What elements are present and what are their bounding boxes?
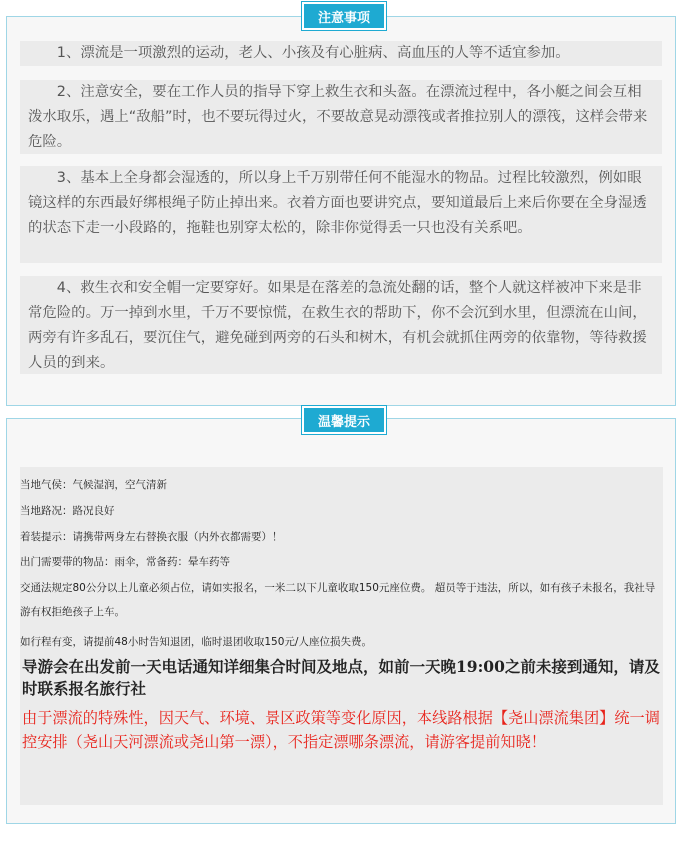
tips-content [20,467,663,805]
notice-item-4: 4、救生衣和安全帽一定要穿好。如果是在落差的急流处翻的话，整个人就这样被冲下来是非常危险的。万一掉到水里，千万不要惊慌，在救生衣的帮助下，你不会沉到水里，但漂流在山间，两旁有许多乱石，要沉住气，避免碰到两旁的石头和树木，有机会就抓住两旁的依靠物，等待救援人员的到来。 [20,276,662,374]
notice-item-2: 2、注意安全，要在工作人员的指导下穿上救生衣和头盔。在漂流过程中，各小艇之间会互相泼水取乐，遇上“敌船”时，也不要玩得过火，不要故意晃动漂筏或者推拉别人的漂筏，这样会带来危险。 [20,80,662,154]
notice-item-3: 3、基本上全身都会湿透的，所以身上千万别带任何不能湿水的物品。过程比较激烈，例如眼镜这样的东西最好绑根绳子防止掉出来。衣着方面也要讲究点，要知道最后上来后你要在全身湿透的状态下走一小段路的，拖鞋也别穿太松的，除非你觉得丢一只也没有关系吧。 [20,166,662,263]
rafting-notice: 由于漂流的特殊性，因天气、环境、景区政策等变化原因，本线路根据【尧山漂流集团】统一调控安排（尧山天河漂流或尧山第一漂），不指定漂哪条漂流，请游客提前知晓！ [22,709,660,751]
tip-climate: 当地气侯：气候湿润，空气清新 [20,479,167,491]
tip-road: 当地路况：路况良好 [20,505,115,517]
tip-traffic: 交通法规定80公分以上儿童必须占位，请如实报名，一米二以下儿童收取150元座位费。 超员等于违法，所以，如有孩子未报名，我社导游有权拒绝孩子上车。 [20,582,656,618]
notice-section-title: 注意事项 [304,4,384,28]
tip-clothing: 着装提示：请携带两身左右替换衣服（内外衣都需要）！ [20,531,283,543]
tip-refund: 如行程有变，请提前48小时告知退团，临时退团收取150元/人座位损失费。 [20,636,372,648]
guide-notice: 导游会在出发前一天电话通知详细集合时间及地点，如前一天晚19:00之前未接到通知，请及时联系报名旅行社 [22,657,660,698]
tips-section-title: 温馨提示 [304,408,384,432]
tip-items: 出门需要带的物品：雨伞，常备药：晕车药等 [20,556,230,568]
notice-item-1: 1、漂流是一项激烈的运动，老人、小孩及有心脏病、高血压的人等不适宜参加。 [20,41,662,66]
